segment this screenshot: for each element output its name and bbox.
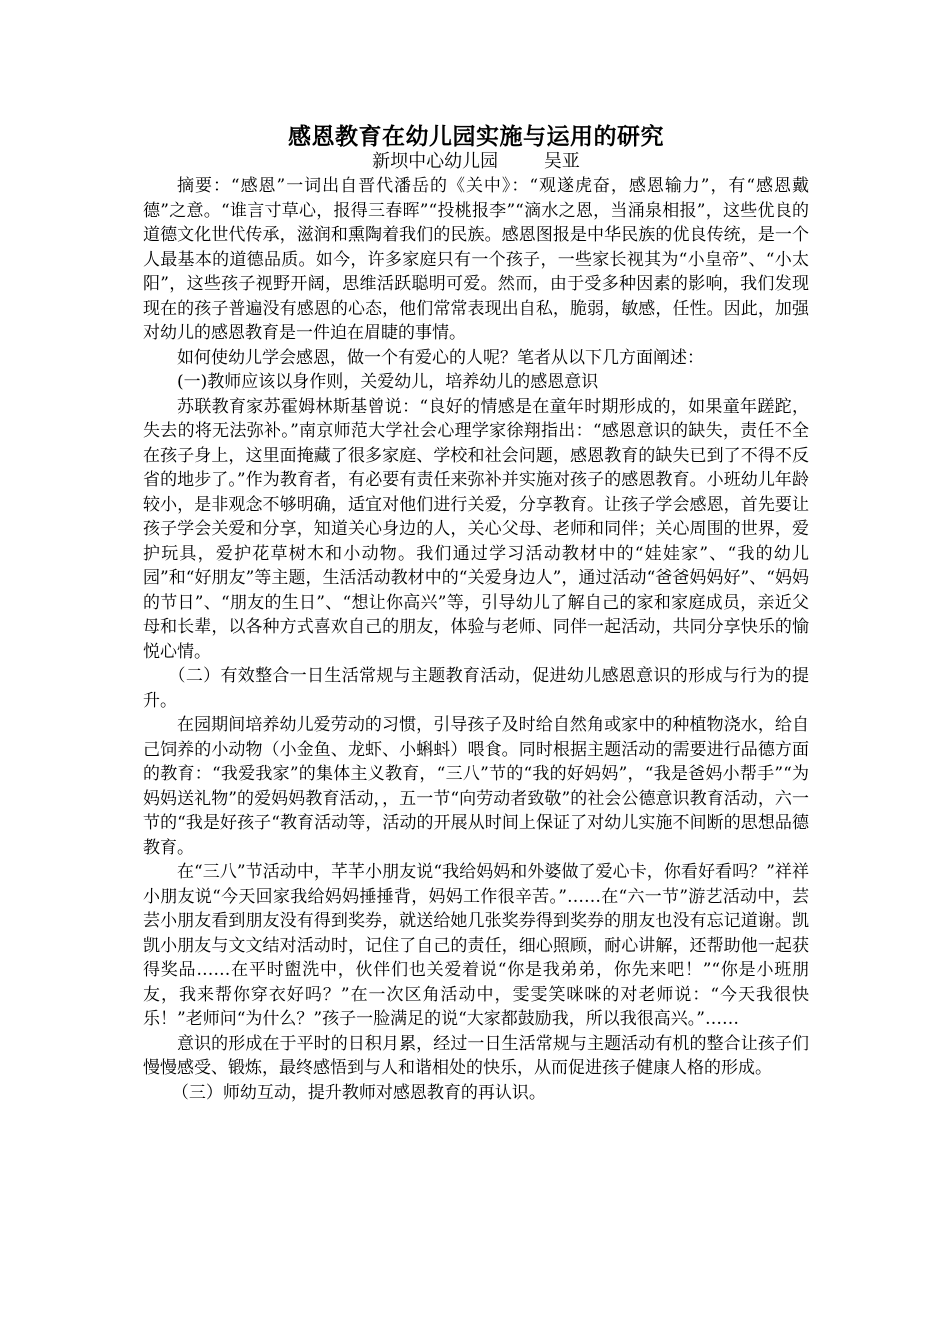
body-paragraph-2: 在园期间培养幼儿爱劳动的习惯，引导孩子及时给自然角或家中的种植物浇水，给自己饲养的小动物（小金鱼、龙虾、小蝌蚪）喂食。同时根据主题活动的需要进行品德方面的教育：“我爱我家”的集体主义教育，“三八”节的“我的好妈妈”，“我是爸妈小帮手”“为妈妈送礼物”的爱妈妈教育活动，，五一节“向劳动者致敬”的社会公德意识教育活动，六一节的“我是好孩子“教育活动等，活动的开展从时间上保证了对幼儿实施不间断的思想品德教育。 [143, 715, 809, 858]
section-heading-2: （二）有效整合一日生活常规与主题教育活动，促进幼儿感恩意识的形成与行为的提升。 [143, 666, 809, 711]
body-paragraph-1: 苏联教育家苏霍姆林斯基曾说：“良好的情感是在童年时期形成的，如果童年蹉跎，失去的将无法弥补。”南京师范大学社会心理学家徐翔指出：“感恩意识的缺失，责任不全在孩子身上，这里面掩藏了很多家庭、学校和社会问题，感恩教育的缺失已到了不得不反省的地步了。”作为教育者，有必要有责任来弥补并实施对孩子的感恩教育。小班幼儿年龄较小，是非观念不够明确，适宜对他们进行关爱，分享教育。让孩子学会感恩，首先要让孩子学会关爱和分享，知道关心身边的人，关心父母、老师和同伴；关心周围的世界，爱护玩具，爱护花草树木和小动物。我们通过学习活动教材中的“娃娃家”、“我的幼儿园”和“好朋友”等主题，生活活动教材中的“关爱身边人”，通过活动“爸爸妈妈好”、“妈妈的节日”、“朋友的生日”、“想让你高兴”等，引导幼儿了解自己的家和家庭成员，亲近父母和长辈，以各种方式喜欢自己的朋友，体验与老师、同伴一起活动，共同分享快乐的愉悦心情。 [143, 396, 809, 662]
intro-paragraph: 如何使幼儿学会感恩，做一个有爱心的人呢？笔者从以下几方面阐述： [177, 347, 704, 368]
body-paragraph-4: 意识的形成在于平时的日积月累，经过一日生活常规与主题活动有机的整合让孩子们慢慢感受、锻炼，最终感悟到与人和谐相处的快乐，从而促进孩子健康人格的形成。 [143, 1033, 809, 1078]
author-line: 新坝中心幼儿园 吴亚 [372, 151, 580, 172]
document-body [143, 124, 809, 1105]
section-heading-3: （三）师幼互动，提升教师对感恩教育的再认识。 [171, 1082, 546, 1103]
document-title: 感恩教育在幼儿园实施与运用的研究 [288, 123, 664, 150]
section-heading-1: (一)教师应该以身作则，关爱幼儿，培养幼儿的感恩意识 [177, 372, 599, 392]
body-paragraph-3: 在“三八”节活动中，芊芊小朋友说“我给妈妈和外婆做了爱心卡，你看好看吗？”祥祥小朋友说“今天回家我给妈妈捶捶背，妈妈工作很辛苦。”……在“六一节”游艺活动中，芸芸小朋友看到朋友没有得到奖券，就送给她几张奖券得到奖券的朋友也没有忘记道谢。凯凯小朋友与文文结对活动时，记住了自己的责任，细心照顾，耐心讲解，还帮助他一起获得奖品……在平时盥洗中，伙伴们也关爱着说“你是我弟弟，你先来吧！”“你是小班朋友，我来帮你穿衣好吗？”在一次区角活动中，雯雯笑咪咪的对老师说：“今天我很快乐！”老师问“为什么？”孩子一脸满足的说“大家都鼓励我，所以我很高兴。”…… [143, 862, 809, 1029]
abstract-paragraph: 摘要：“感恩”一词出自晋代潘岳的《关中》：“观遂虎奋，感恩输力”，有“感恩戴德”之意。“谁言寸草心，报得三春晖”“投桃报李”“滴水之恩，当涌泉相报”，这些优良的道德文化世代传承，滋润和熏陶着我们的民族。感恩图报是中华民族的优良传统，是一个人最基本的道德品质。如今，许多家庭只有一个孩子，一些家长视其为“小皇帝”、“小太阳”，这些孩子视野开阔，思维活跃聪明可爱。然而，由于受多种因素的影响，我们发现现在的孩子普遍没有感恩的心态，他们常常表现出自私，脆弱，敏感，任性。因此，加强对幼儿的感恩教育是一件迫在眉睫的事情。 [143, 176, 809, 343]
